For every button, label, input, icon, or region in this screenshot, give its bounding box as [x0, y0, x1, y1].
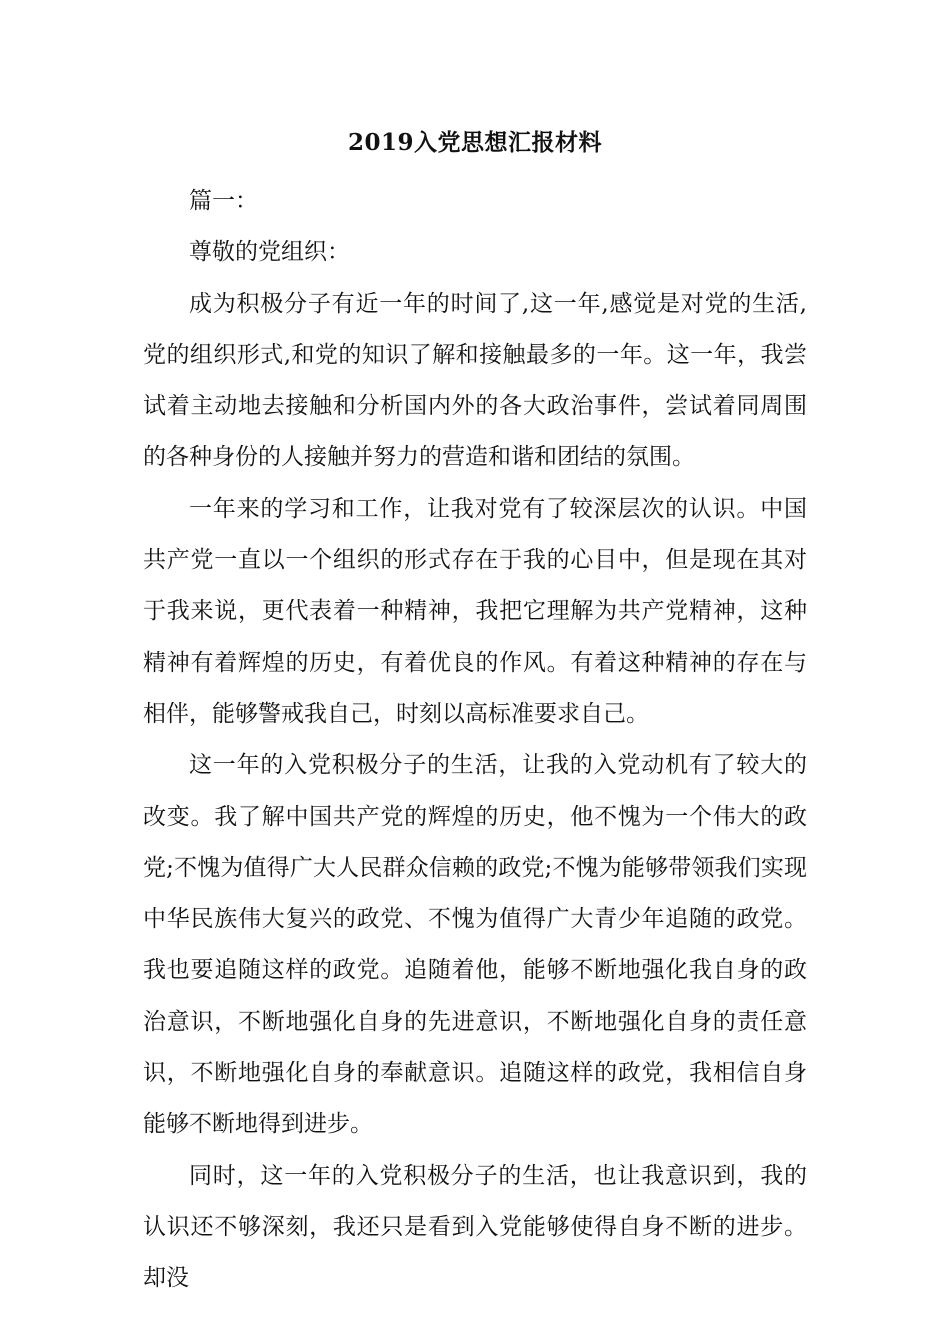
document-title: 2019入党思想汇报材料: [347, 129, 602, 156]
paragraph-salutation: 尊敬的党组织：: [189, 239, 350, 266]
paragraph-body-1: 成为积极分子有近一年的时间了,这一年,感觉是对党的生活,党的组织形式,和党的知识了解和接触最多的一年。这一年，我尝试着主动地去接触和分析国内外的各大政治事件，尝试着同周围的各种身份的人接触并努力的营造和谐和团结的氛围。: [143, 290, 807, 471]
paragraph-body-2: 一年来的学习和工作，让我对党有了较深层次的认识。中国共产党一直以一个组织的形式存在于我的心目中，但是现在其对于我来说，更代表着一种精神，我把它理解为共产党精神，这种精神有着辉煌的历史，有着优良的作风。有着这种精神的存在与相伴，能够警戒我自己，时刻以高标准要求自己。: [143, 495, 807, 727]
paragraph-body-3: 这一年的入党积极分子的生活，让我的入党动机有了较大的改变。我了解中国共产党的辉煌的历史，他不愧为一个伟大的政党;不愧为值得广大人民群众信赖的政党;不愧为能够带领我们实现中华民族伟大复兴的政党、不愧为值得广大青少年追随的政党。我也要追随这样的政党。追随着他，能够不断地强化我自身的政治意识，不断地强化自身的先进意识，不断地强化自身的责任意识，不断地强化自身的奉献意识。追随这样的政党，我相信自身能够不断地得到进步。: [143, 752, 807, 1138]
paragraph-body-4: 同时，这一年的入党积极分子的生活，也让我意识到，我的认识还不够深刻，我还只是看到入党能够使得自身不断的进步。却没: [143, 1162, 807, 1292]
paragraph-section-label: 篇一：: [189, 188, 258, 214]
